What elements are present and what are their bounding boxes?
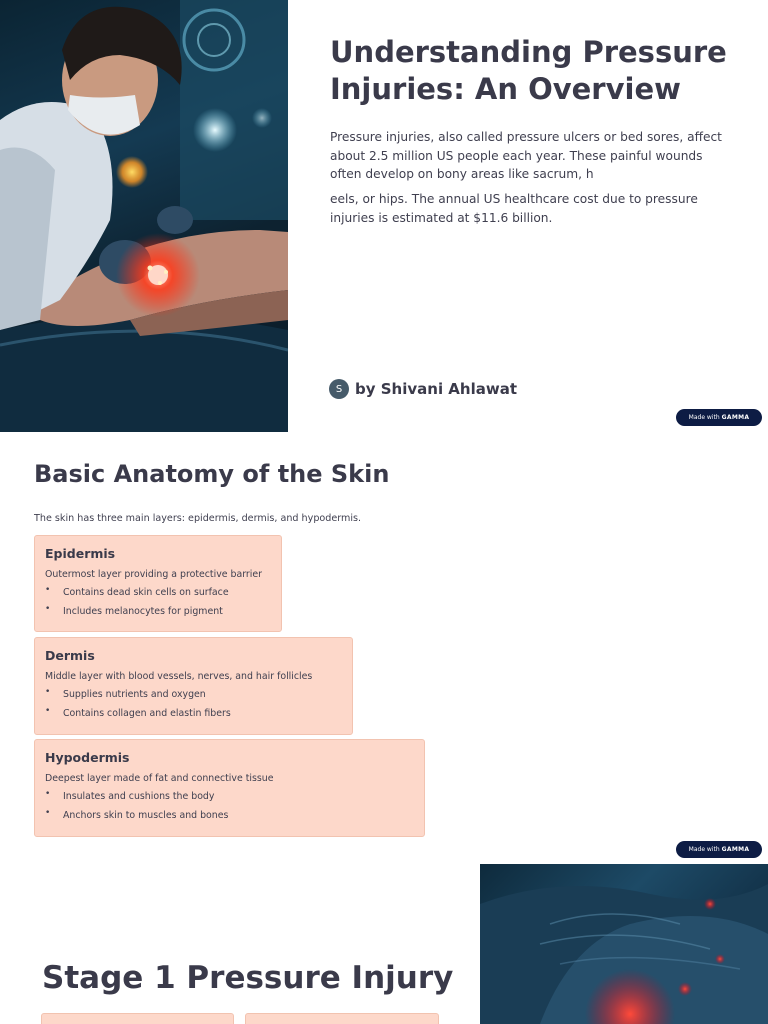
stage-card: [245, 1013, 439, 1024]
bullet-item: • Contains collagen and elastin fibers: [45, 708, 342, 727]
badge-brand: GAMMA: [721, 846, 750, 853]
skin-closeup-image: [480, 864, 768, 1024]
layer-title: Epidermis: [45, 546, 116, 561]
layer-bullets: [45, 587, 271, 625]
bullet-item: • Contains dead skin cells on surface: [45, 587, 271, 606]
author-byline: [329, 379, 517, 399]
section-title: Stage 1 Pressure Injury: [42, 960, 454, 996]
bullet-item: • Insulates and cushions the body: [45, 791, 414, 810]
hero-image: [0, 0, 288, 432]
layer-description: Outermost layer providing a protective barrier: [45, 569, 262, 580]
slide-skin-anatomy: [0, 432, 768, 864]
layer-card-epidermis: [34, 535, 282, 632]
badge-prefix: Made with: [688, 414, 720, 421]
layer-card-hypodermis: [34, 739, 425, 837]
bullet-item: • Supplies nutrients and oxygen: [45, 689, 342, 708]
intro-paragraph: Pressure injuries, also called pressure ulcers or bed sores, affect about 2.5 million US people each year. These painful wounds often develop on bony areas like sacrum, h: [330, 130, 722, 181]
layer-title: Hypodermis: [45, 750, 130, 765]
layer-bullets: [45, 791, 414, 829]
layer-title: Dermis: [45, 648, 95, 663]
section-intro: The skin has three main layers: epidermis, dermis, and hypodermis.: [34, 513, 362, 524]
slide-stage-1: [0, 864, 768, 1024]
badge-prefix: Made with: [688, 846, 720, 853]
stage-card: [41, 1013, 234, 1024]
doctor-illustration: [0, 0, 288, 432]
layer-description: Middle layer with blood vessels, nerves, and hair follicles: [45, 671, 313, 682]
cost-paragraph: eels, or hips. The annual US healthcare cost due to pressure injuries is estimated at $11.6 billion.: [330, 192, 698, 225]
badge-brand: GAMMA: [721, 414, 750, 421]
made-with-gamma-badge[interactable]: [676, 409, 762, 426]
avatar: S: [329, 379, 349, 399]
author-name: by Shivani Ahlawat: [355, 380, 518, 398]
layer-bullets: [45, 689, 342, 727]
page-title: Understanding Pressure Injuries: An Overview: [330, 35, 727, 106]
section-title: Basic Anatomy of the Skin: [34, 460, 390, 488]
bullet-item: • Anchors skin to muscles and bones: [45, 810, 414, 829]
bullet-item: • Includes melanocytes for pigment: [45, 606, 271, 625]
layer-description: Deepest layer made of fat and connective tissue: [45, 773, 274, 784]
layer-card-dermis: [34, 637, 353, 735]
skin-illustration: [480, 864, 768, 1024]
slide-title: [0, 0, 768, 432]
made-with-gamma-badge[interactable]: [676, 841, 762, 858]
